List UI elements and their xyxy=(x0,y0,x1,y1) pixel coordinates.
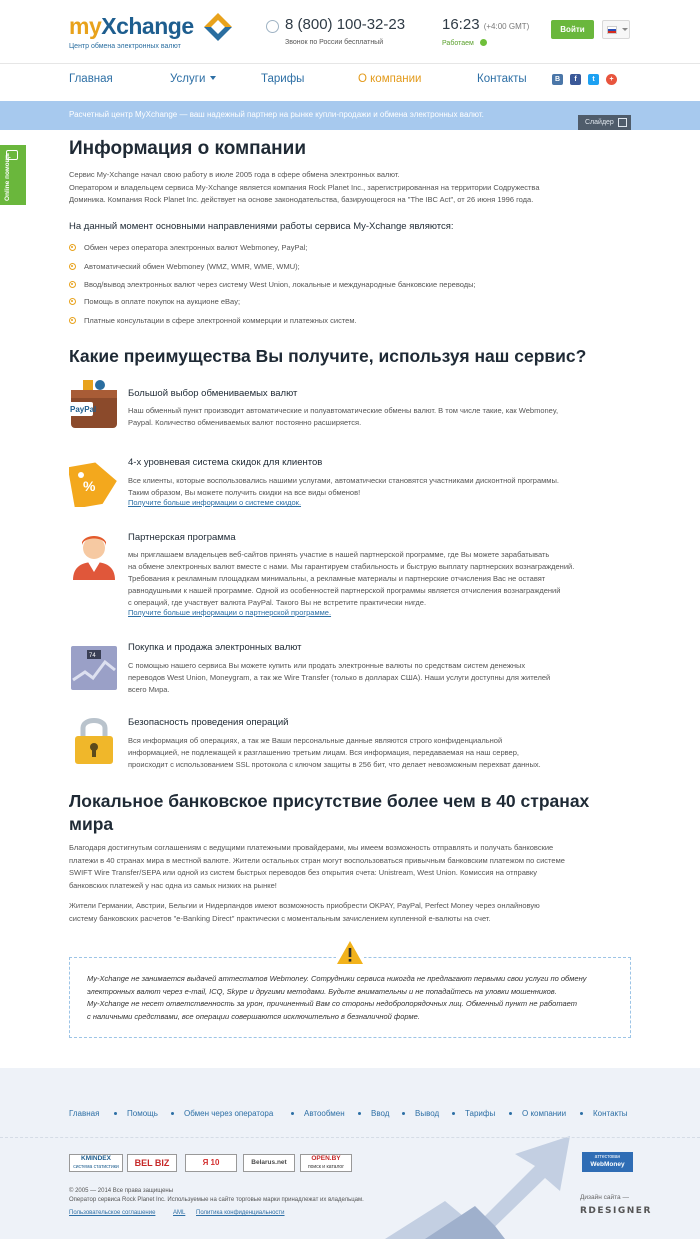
svg-text:PayPal: PayPal xyxy=(70,405,97,414)
facebook-icon[interactable]: f xyxy=(570,74,581,85)
local-paragraph xyxy=(69,900,540,925)
list-item xyxy=(69,243,307,252)
belbiz-badge[interactable] xyxy=(127,1154,177,1172)
separator-dot xyxy=(580,1112,583,1115)
site-header xyxy=(0,0,700,64)
footer-link-help[interactable]: Помощь xyxy=(127,1109,158,1118)
site-logo[interactable] xyxy=(69,13,194,50)
footer-link-autoexchange[interactable]: Автообмен xyxy=(304,1109,345,1118)
aml-link[interactable]: AML xyxy=(173,1210,186,1216)
separator-dot xyxy=(509,1112,512,1115)
feature-text: всего Мира. xyxy=(128,685,170,694)
separator-dot xyxy=(114,1112,117,1115)
kmindex-badge[interactable] xyxy=(69,1154,123,1172)
badge-top: OPEN.BY xyxy=(311,1155,341,1162)
feature-title: Партнерская программа xyxy=(128,532,236,543)
footer-divider xyxy=(0,1137,700,1138)
webmoney-badge[interactable] xyxy=(582,1152,633,1172)
advantages-title: Какие преимущества Вы получите, используя наш сервис? xyxy=(69,346,587,366)
list-item xyxy=(69,297,240,306)
timezone: (+4:00 GMT) xyxy=(483,22,530,31)
page-title: Информация о компании xyxy=(69,138,306,159)
chevron-down-icon xyxy=(210,76,216,80)
phone-icon xyxy=(266,20,279,33)
phone-number[interactable]: 8 (800) 100-32-23 xyxy=(285,16,406,33)
feature-text: информацией, не подлежащей к разглашению третьим лицам. Вся информация, передаваемая на наш сервер, xyxy=(128,748,519,757)
footer-link-home[interactable]: Главная xyxy=(69,1109,100,1118)
ru-flag-icon xyxy=(607,26,617,34)
local-line: Жители Германии, Австрии, Бельгии и Нидерландов имеют возможность приобрести OKPAY, PayPal, Perfect Money через онлайновую xyxy=(69,901,540,910)
growth-arrow-decoration xyxy=(385,1106,585,1239)
warning-line: My-Xchange не несет ответственность за урон, причиненный Вам со стороны недобропорядочных лиц. Обменный пункт не работает xyxy=(87,999,578,1008)
list-item-text: Автоматический обмен Webmoney (WMZ, WMR, WME, WMU); xyxy=(84,262,300,271)
discount-tag-icon xyxy=(69,455,119,507)
trading-chart-icon xyxy=(69,640,119,692)
local-line: систему банковских расчетов "e-Banking Direct" практически с моментальным зачислением купленной e-валюты на счет. xyxy=(69,913,491,923)
feature-text: Вся информация об операциях, а так же Ваши персональные данные являются строго конфиденциальной xyxy=(128,736,503,745)
nav-services-label: Услуги xyxy=(170,73,206,85)
footer-link-contacts[interactable]: Контакты xyxy=(593,1109,628,1118)
feature-title: Большой выбор обмениваемых валют xyxy=(128,388,298,399)
language-select[interactable] xyxy=(602,20,630,39)
local-presence-title xyxy=(69,790,589,836)
separator-dot xyxy=(171,1112,174,1115)
feature-text: переводов West Union, Moneygram, а так же Wire Transfer (только в долларах США). Наши услуги доступны для жителей xyxy=(128,673,551,682)
google-plus-icon[interactable]: + xyxy=(606,74,617,85)
badge-top: Belarus.net xyxy=(251,1159,287,1166)
design-label: Дизайн сайта — xyxy=(580,1194,629,1201)
local-title-line: мира xyxy=(69,814,114,834)
logo-my: my xyxy=(69,13,102,39)
yandex-badge[interactable] xyxy=(185,1154,237,1172)
about-line: Оператором и владельцем сервиса My-Xchange является компания Rock Planet Inc., зарегистрированная на территории Содружества xyxy=(69,183,540,192)
feature-title: 4-х уровневая система скидок для клиентов xyxy=(128,457,323,468)
feature-text: происходит с использованием SSL протокола с ключом защиты в 256 бит, что делает невозможным перехват данных. xyxy=(128,760,541,769)
local-title-line: Локальное банковское присутствие более чем в 40 странах xyxy=(69,791,590,811)
padlock-icon xyxy=(69,714,119,766)
feature-text: Все клиенты, которые воспользовались нашими услугами, автоматически становятся участниками дисконтной программы. xyxy=(128,476,559,485)
designer-logo[interactable]: RDESIGNER xyxy=(580,1206,652,1216)
badge-bottom: поиск и каталог xyxy=(307,1164,345,1170)
list-item-text: Помощь в оплате покупок на аукционе eBay; xyxy=(84,297,241,306)
local-line: банковских платежей у нас одна из самых низких на рынке! xyxy=(69,880,277,890)
banner-text: Расчетный центр MyXchange — ваш надежный партнер на рынке купли-продажи и обмена электронных валют. xyxy=(69,110,484,119)
separator-dot xyxy=(452,1112,455,1115)
feature-text: равнодушными к нашей программе. Одной из особенностей партнерской программы является отчисления вознаграждений xyxy=(128,586,561,595)
feature-title: Безопасность проведения операций xyxy=(128,717,289,728)
operator-note: Оператор сервиса Rock Planet Inc. Используемые на сайте торговые марки принадлежат их владельцам. xyxy=(69,1197,364,1203)
nav-item-tariffs[interactable]: Тарифы xyxy=(261,73,305,85)
footer-link-withdraw[interactable]: Вывод xyxy=(415,1109,440,1118)
list-item xyxy=(69,262,300,271)
openby-badge[interactable] xyxy=(300,1154,352,1172)
list-item-text: Платные консультации в сфере электронной коммерции и платежных систем. xyxy=(84,316,357,325)
local-line: Благодаря достигнутым соглашениям с ведущими платежными провайдерами, мы имеем возможность отправлять и получать банковские xyxy=(69,843,554,852)
separator-dot xyxy=(402,1112,405,1115)
time-value: 16:23 xyxy=(442,16,480,33)
wallet-icon xyxy=(69,378,119,430)
feature-text: с операций, где участвует валюта PayPal. Такого Вы не встретите практически нигде. xyxy=(128,598,427,607)
login-button[interactable]: Войти xyxy=(551,20,594,39)
main-nav xyxy=(0,64,700,101)
footer-link-deposit[interactable]: Ввод xyxy=(371,1109,390,1118)
feature-text: Наш обменный пункт производит автоматические и полуавтоматические обмены валют. В том числе такие, как Webmoney, xyxy=(128,406,559,415)
twitter-icon[interactable]: t xyxy=(588,74,599,85)
online-help-tab[interactable] xyxy=(0,145,26,205)
nav-item-home[interactable]: Главная xyxy=(69,73,113,85)
slider-label: Слайдер xyxy=(585,119,614,126)
bullet-icon xyxy=(69,263,76,270)
feature-text: Требования к рекламным площадкам минимальны, а рекламные материалы и партнерские отчисления Вас не оставят xyxy=(128,574,546,583)
feature-text: на обмене электронных валют вместе с нами. Мы гарантируем стабильность и быструю выплату партнерских вознаграждений. xyxy=(128,562,575,571)
feature-text: Таким образом, Вы можете получить скидки на все виды обменов! xyxy=(128,488,361,497)
list-item xyxy=(69,280,476,289)
badge-bottom: WebMoney xyxy=(590,1161,625,1168)
expand-icon xyxy=(618,118,627,127)
badge-top: KMINDEX xyxy=(81,1155,111,1162)
list-item-text: Обмен через оператора электронных валют Webmoney, PayPal; xyxy=(84,243,308,252)
work-status xyxy=(442,39,487,47)
warning-icon xyxy=(336,940,364,965)
chevron-down-icon xyxy=(622,28,628,31)
svg-text:%: % xyxy=(83,478,96,494)
footer-link-tariffs[interactable]: Тарифы xyxy=(465,1109,496,1118)
feature-text: Paypal. Количество обмениваемых валют постоянно расширяется. xyxy=(128,418,362,427)
bullet-icon xyxy=(69,281,76,288)
logo-xchange: Xchange xyxy=(101,13,194,39)
local-time xyxy=(442,16,529,33)
feature-text: мы приглашаем владельцев веб-сайтов принять участие в нашей партнерской программе, где Вы можете зарабатывать xyxy=(128,550,550,559)
discounts-link[interactable]: Получите больше информации о системе скидок. xyxy=(128,498,302,507)
vk-icon[interactable]: В xyxy=(552,74,563,85)
bullet-icon xyxy=(69,298,76,305)
copyright: © 2005 — 2014 Все права защищены xyxy=(69,1188,174,1194)
footer-link-about[interactable]: О компании xyxy=(522,1109,567,1118)
feature-title: Покупка и продажа электронных валют xyxy=(128,642,302,653)
local-paragraph xyxy=(69,842,565,892)
badge-top: BEL BIZ xyxy=(134,1158,170,1168)
separator-dot xyxy=(358,1112,361,1115)
work-status-label: Работаем xyxy=(442,40,474,47)
online-help-label: Online помощь xyxy=(4,152,11,201)
directions-title: На данный момент основными направлениями работы сервиса My-Xchange являются: xyxy=(69,221,454,232)
nav-item-services[interactable] xyxy=(170,73,216,85)
badge-bottom: система статистики xyxy=(73,1164,119,1170)
svg-text:74: 74 xyxy=(89,653,96,659)
warning-line: электронных валют через e-mail, ICQ, Skype и другими методами. Будьте внимательны и не попадайтесь на уловки мошенников. xyxy=(87,986,557,996)
partner-program-link[interactable]: Получите больше информации о партнерской программе. xyxy=(128,608,332,617)
nav-item-about[interactable]: О компании xyxy=(358,73,422,85)
logo-tagline: Центр обмена электронных валют xyxy=(69,43,181,50)
phone-subtitle: Звонок по России бесплатный xyxy=(285,39,384,46)
local-line: платежи в 40 странах мира в местной валюте. Жители остальных стран могут воспользоваться привычным банковским платежом по системе xyxy=(69,855,565,865)
badge-top: Я 10 xyxy=(202,1158,220,1167)
user-agreement-link[interactable]: Пользовательское соглашение xyxy=(69,1210,156,1216)
list-item xyxy=(69,316,357,325)
privacy-policy-link[interactable]: Политика конфиденциальности xyxy=(196,1210,285,1216)
promo-banner xyxy=(0,101,700,130)
separator-dot xyxy=(291,1112,294,1115)
footer-link-operator-exchange[interactable]: Обмен через оператора xyxy=(184,1109,274,1118)
nav-item-contacts[interactable]: Контакты xyxy=(477,73,527,85)
bullet-icon xyxy=(69,317,76,324)
feature-text: С помощью нашего сервиса Вы можете купить или продать электронные валюты по средствам систем денежных xyxy=(128,661,526,670)
list-item-text: Ввод/вывод электронных валют через систему West Union, локальные и международные банковские переводы; xyxy=(84,280,476,289)
badge-top: аттестован xyxy=(594,1154,621,1160)
warning-text xyxy=(87,973,617,1023)
partner-avatar-icon xyxy=(69,530,119,582)
about-line: Сервис My-Xchange начал свою работу в июле 2005 года в сфере обмена электронных валют. xyxy=(69,170,400,179)
bullet-icon xyxy=(69,244,76,251)
slider-toggle-button[interactable] xyxy=(578,115,631,130)
belarus-net-badge[interactable] xyxy=(243,1154,295,1172)
site-footer xyxy=(0,1068,700,1239)
online-status-icon xyxy=(480,39,487,46)
warning-line: My-Xchange не занимается выдачей аттестатов Webmoney. Сотрудники сервиса никогда не предлагают первыми свои услуги по обмену xyxy=(87,974,587,983)
local-line: SWIFT Wire Transfer/SEPA или одной из систем быстрых переводов без открытия счета: Unistream, West Union. Комиссия на отправку xyxy=(69,868,538,877)
exchange-logo-icon xyxy=(202,11,234,43)
about-line: Доминика. Компания Rock Planet Inc. действует на основе законодательства, базирующегося на "The IBC Act", от 26 июня 1996 года. xyxy=(69,195,534,204)
warning-line: с наличными средствами, все операции совершаются исключительно в безналичной форме. xyxy=(87,1011,420,1021)
